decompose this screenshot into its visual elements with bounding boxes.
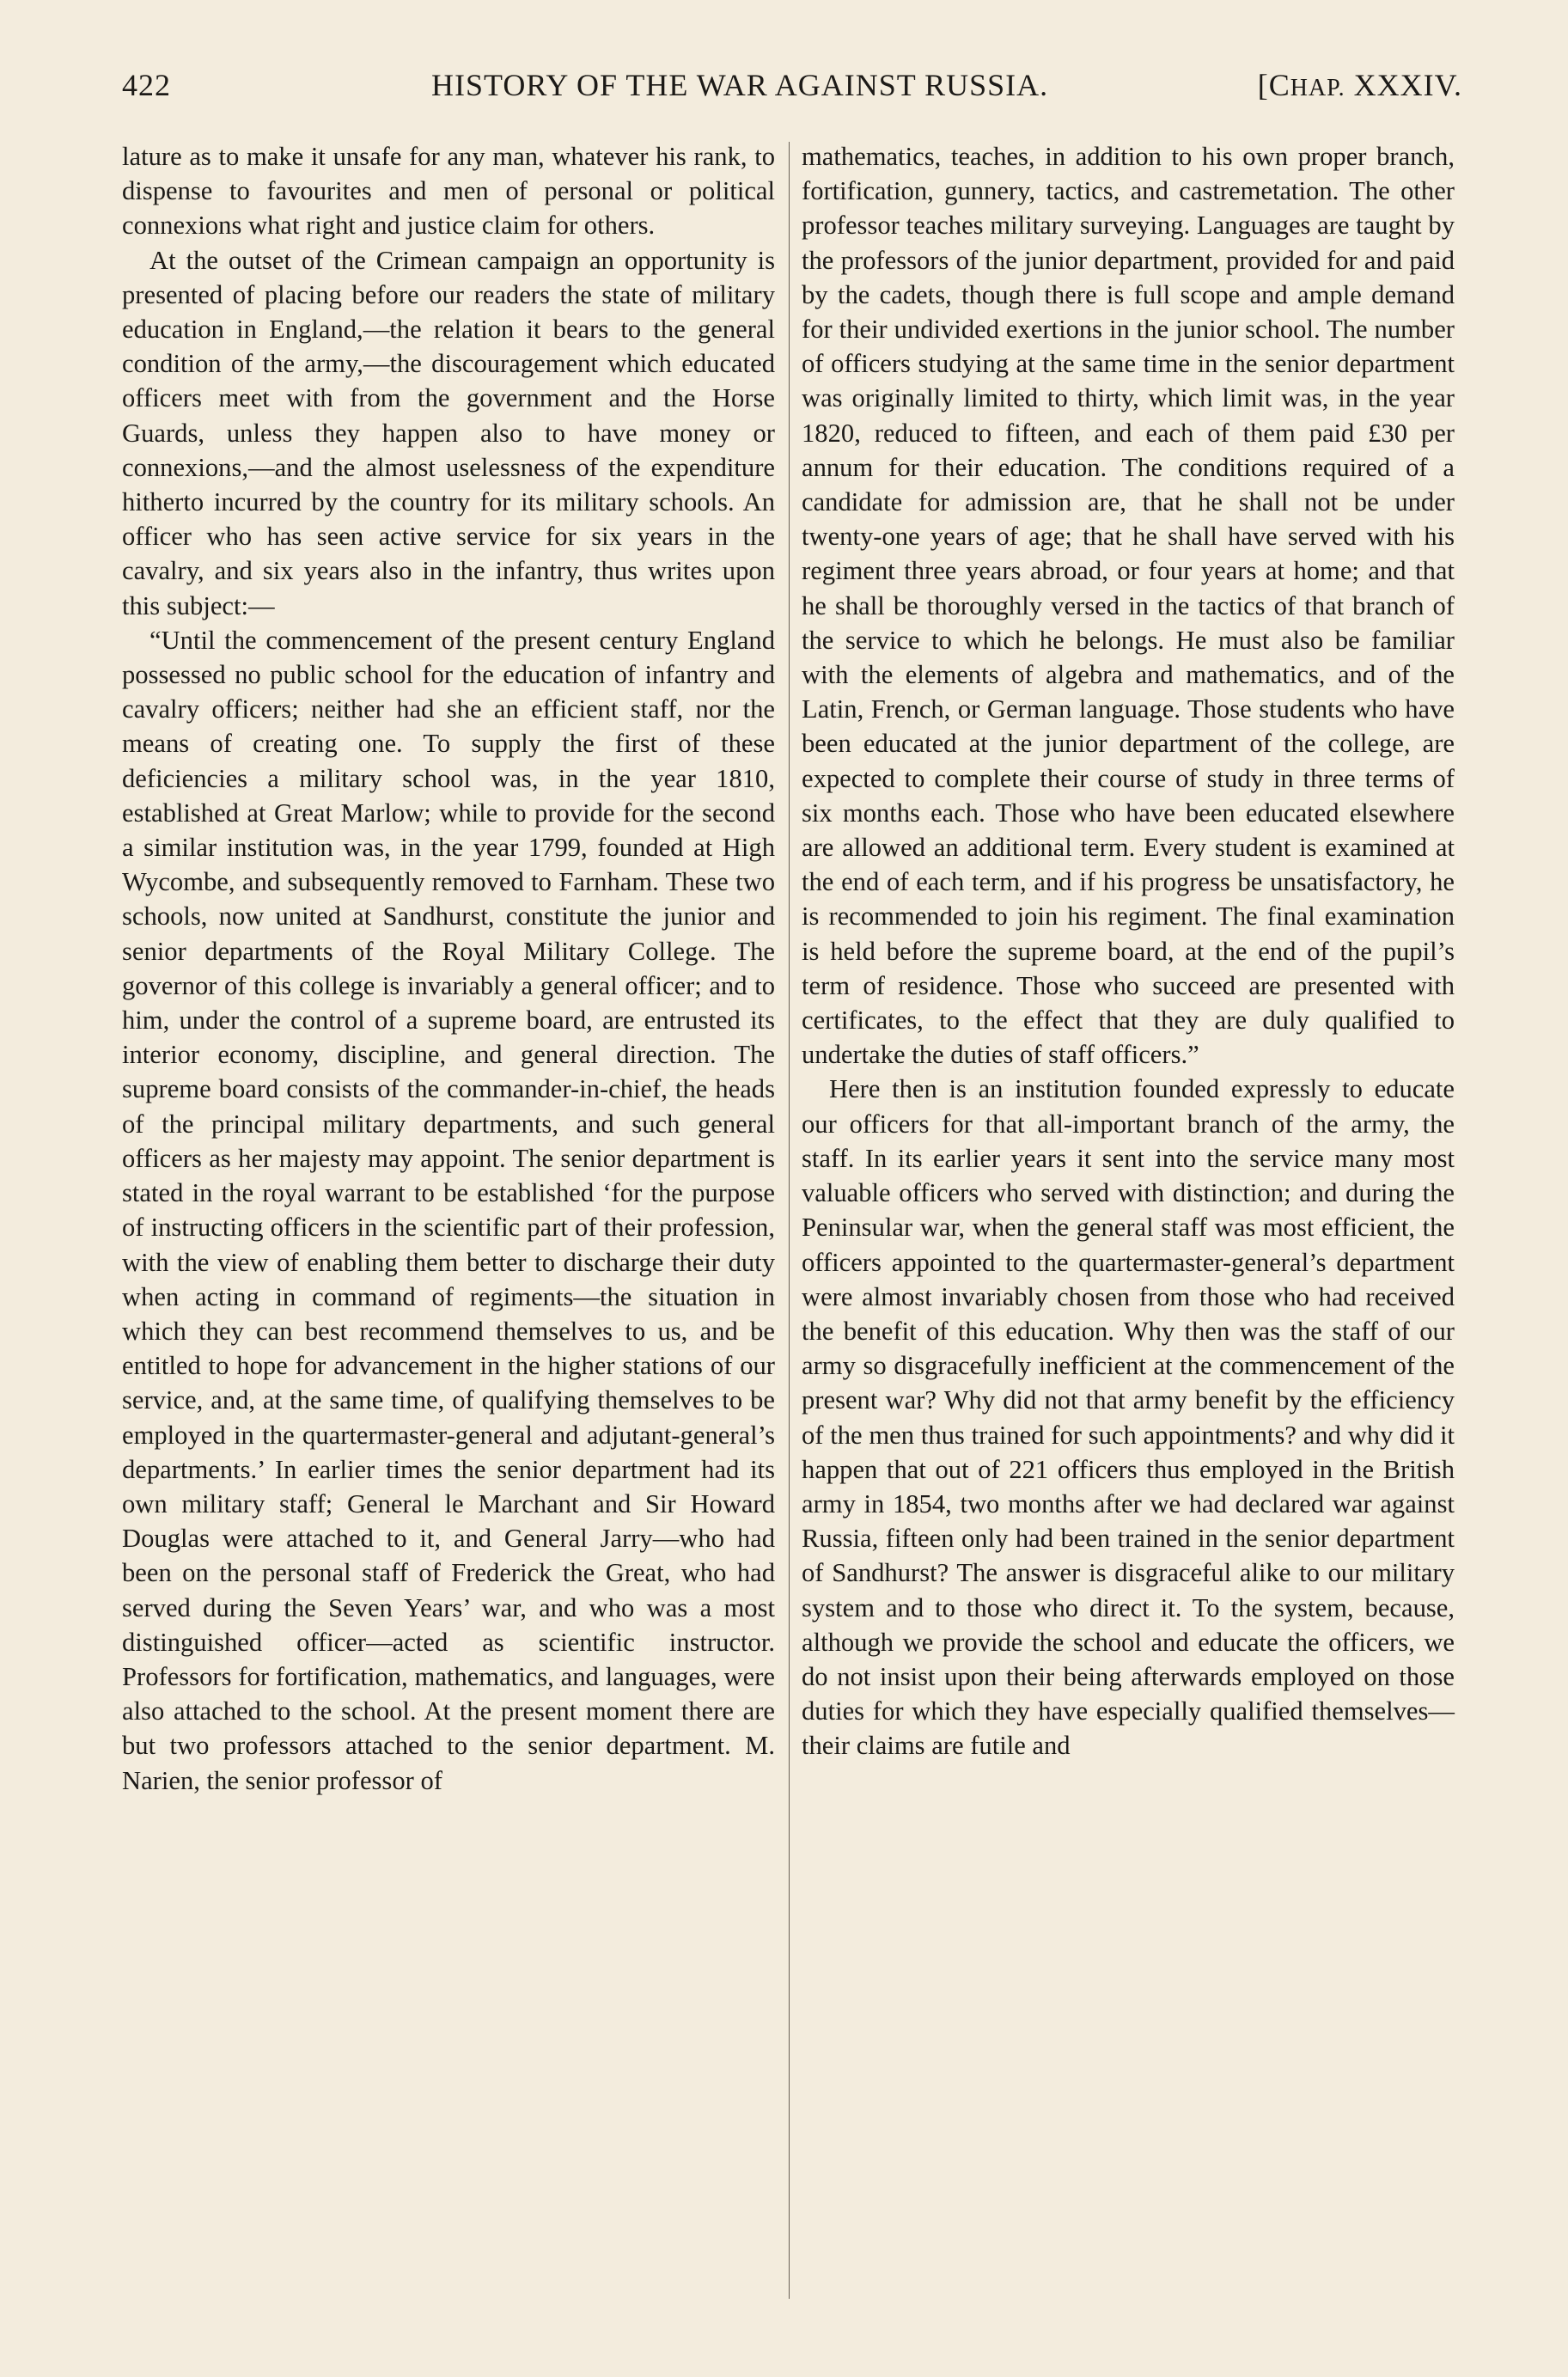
chapter-label: HAP. [1290, 75, 1345, 101]
quoted-paragraph: “Until the commencement of the present century England possessed no public school for the education of infantry and cavalry officers; neither had she an efficient staff, nor the means of creating one. To supply the first of these deficiencies a military school was, in the year 1810, established at Great Marlow; while to provide for the second a similar institution was, in the year 1799, founded at High Wycombe, and subsequently removed to Farnham. These two schools, now united at Sandhurst, constitute the junior and senior departments of the Royal Military College. The governor of this college is invariably a general officer; and to him, under the control of a supreme board, are entrusted its interior economy, discipline, and general direction. The supreme board consists of the commander-in-chief, the heads of the principal military departments, and such general officers as her majesty may appoint. The senior department is stated in the royal warrant to be established ‘for the purpose of instructing officers in the scientific part of their profession, with the view of enabling them better to discharge their duty when acting in command of regiments—the situation in which they can best recommend themselves to us, and be entitled to hope for advancement in the higher stations of our service, and, at the same time, of qualifying themselves to be employed in the quartermaster-general and adjutant-general’s departments.’ In earlier times the senior department had its own military staff; General le Marchant and Sir Howard Douglas were attached to it, and General Jarry—who had been on the personal staff of Frederick the Great, who had served during the Seven Years’ war, and who was a most distinguished officer—acted as scientific instructor. Professors for fortification, mathematics, and languages, were also attached to the school. At the present moment there are but two professors attached to the senior department. M. Narien, the senior professor of [122, 625, 775, 1795]
chapter-numeral: XXXIV. [1345, 68, 1462, 102]
right-column [802, 139, 1455, 1763]
chapter-reference [1258, 67, 1462, 103]
running-title: HISTORY OF THE WAR AGAINST RUSSIA. [431, 68, 1049, 102]
column-divider [789, 142, 790, 2299]
left-column [122, 139, 775, 1798]
paragraph: Here then is an institution founded expressly to educate our officers for that all-important branch of the army, the staff. In its earlier years it sent into the service many most valuable officers who served with distinction; and during the Peninsular war, when the general staff was most efficient, the officers appointed to the quartermaster-general’s department were almost invariably chosen from those who had received the benefit of this education. Why then was the staff of our army so disgracefully inefficient at the commencement of the present war? Why did not that army benefit by the efficiency of the men thus trained for such appointments? and why did it happen that out of 221 officers thus employed in the British army in 1854, two months after we had declared war against Russia, fifteen only had been trained in the senior department of Sandhurst? The answer is disgraceful alike to our military system and to those who direct it. To the system, because, although we provide the school and educate the officers, we do not insist upon their being afterwards employed on those duties for which they have especially qualified themselves—their claims are futile and [802, 1074, 1455, 1761]
quoted-paragraph: mathematics, teaches, in addition to his own proper branch, fortification, gunnery, tactics, and castremetation. The other professor teaches military surveying. Languages are taught by the professors of the junior department, provided for and paid by the cadets, though there is full scope and ample demand for their undivided exertions in the junior school. The number of officers studying at the same time in the senior department was originally limited to thirty, which limit was, in the year 1820, reduced to fifteen, and each of them paid £30 per annum for their education. The conditions required of a candidate for admission are, that he shall not be under twenty-one years of age; that he shall have served with his regiment three years abroad, or four years at home; and that he shall be thoroughly versed in the tactics of that branch of the service to which he belongs. He must also be familiar with the elements of algebra and mathematics, and of the Latin, French, or German language. Those students who have been educated at the junior department of the college, are expected to complete their course of study in three terms of six months each. Those who have been educated elsewhere are allowed an additional term. Every student is examined at the end of each term, and if his progress be unsatisfactory, he is recommended to join his regiment. The final examination is held before the supreme board, at the end of the pupil’s term of residence. Those who succeed are presented with certificates, to the effect that they are duly qualified to undertake the duties of staff officers.” [802, 142, 1455, 1070]
paragraph: lature as to make it unsafe for any man, whatever his rank, to dispense to favourites and men of personal or political connexions what right and justice claim for others. [122, 142, 775, 241]
paragraph: At the outset of the Crimean campaign an opportunity is presented of placing before our readers the state of military education in England,—the relation it bears to the general condition of the army,—the discouragement which educated officers meet with from the government and the Horse Guards, unless they happen also to have money or connexions,—and the almost uselessness of the expenditure hitherto incurred by the country for its military schools. An officer who has seen active service for six years in the cavalry, and six years also in the infantry, thus writes upon this subject:— [122, 245, 775, 620]
chapter-prefix: [C [1257, 68, 1290, 102]
running-header [122, 67, 1462, 119]
page-number: 422 [122, 68, 171, 102]
